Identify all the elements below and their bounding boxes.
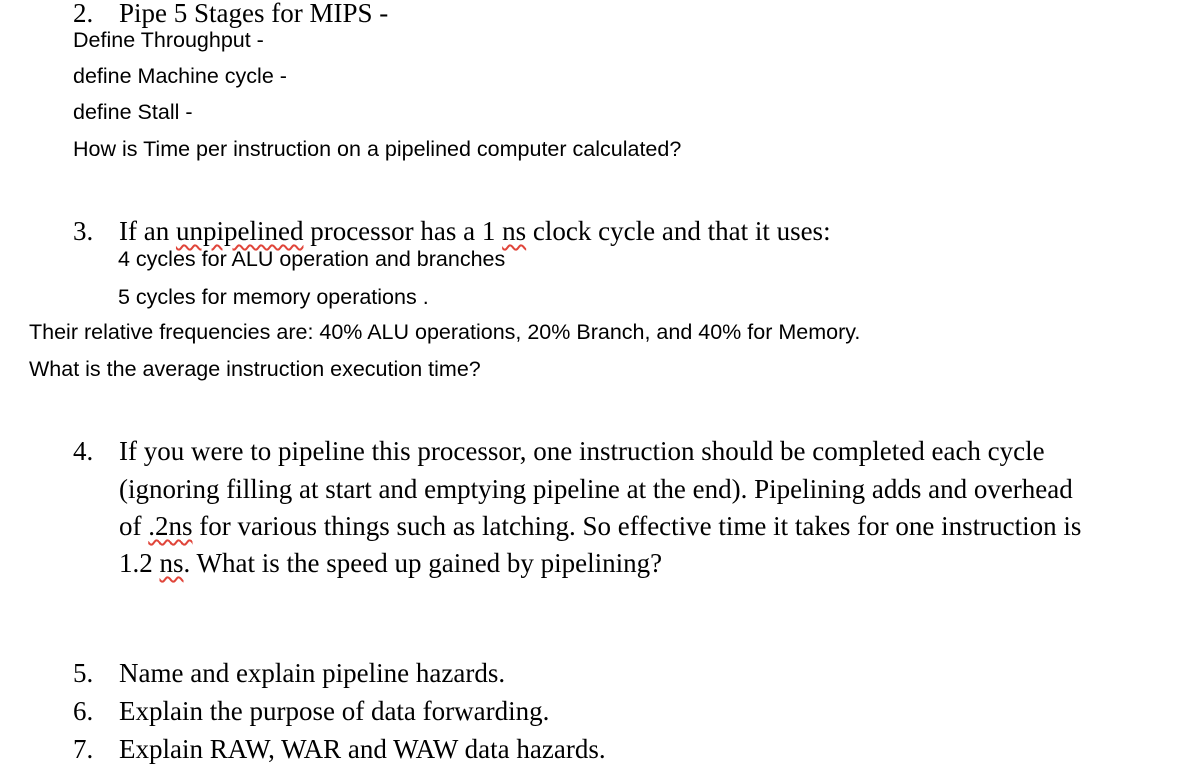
q2-title: Pipe 5 Stages for MIPS - bbox=[119, 0, 389, 28]
q7-item bbox=[73, 731, 606, 768]
q3-frequencies: Their relative frequencies are: 40% ALU operations, 20% Branch, and 40% for Memory. bbox=[29, 320, 861, 344]
q4-spellcheck-word-2ns: .2ns bbox=[148, 511, 193, 541]
q2-stall: define Stall - bbox=[73, 100, 193, 124]
q2-machine-cycle: define Machine cycle - bbox=[73, 64, 287, 88]
q2-time-per-instruction: How is Time per instruction on a pipelined computer calculated? bbox=[73, 137, 682, 161]
q5-item bbox=[73, 655, 505, 692]
q4-line-4 bbox=[119, 545, 662, 582]
q3-question: What is the average instruction execution time? bbox=[29, 357, 481, 381]
q3-intro-mid: processor has a 1 bbox=[303, 216, 503, 246]
q4-line-1 bbox=[73, 433, 1045, 470]
q6-item bbox=[73, 693, 549, 730]
q2-throughput: Define Throughput - bbox=[73, 28, 264, 52]
q3-intro-post: clock cycle and that it uses: bbox=[526, 216, 831, 246]
q5-number: 5. bbox=[73, 658, 94, 688]
q4-line-3 bbox=[119, 508, 1081, 545]
q5-text: Name and explain pipeline hazards. bbox=[119, 658, 506, 688]
q4-line4-pre: 1.2 bbox=[119, 548, 160, 578]
q4-line1-text: If you were to pipeline this processor, one instruction should be completed each cycle bbox=[119, 436, 1045, 466]
q3-spellcheck-word-unpipelined: unpipelined bbox=[175, 216, 304, 246]
q7-text: Explain RAW, WAR and WAW data hazards. bbox=[119, 734, 606, 764]
q7-number: 7. bbox=[73, 734, 94, 764]
q3-spellcheck-word-ns: ns bbox=[502, 216, 527, 246]
q3-number: 3. bbox=[73, 216, 94, 246]
q3-intro-pre: If an bbox=[119, 216, 176, 246]
q3-alu-cycles: 4 cycles for ALU operation and branches bbox=[118, 247, 506, 271]
q4-spellcheck-word-ns: ns bbox=[159, 548, 184, 578]
q2-number: 2. bbox=[73, 0, 94, 28]
q4-line4-post: . What is the speed up gained by pipelining? bbox=[183, 548, 663, 578]
q4-line3-pre: of bbox=[119, 511, 149, 541]
q4-line-2: (ignoring filling at start and emptying pipeline at the end). Pipelining adds and overhead bbox=[119, 474, 1073, 504]
q4-number: 4. bbox=[73, 436, 94, 466]
q3-memory-cycles: 5 cycles for memory operations . bbox=[118, 285, 429, 309]
q6-number: 6. bbox=[73, 696, 94, 726]
q4-line3-post: for various things such as latching. So effective time it takes for one instruction is bbox=[192, 511, 1082, 541]
q6-text: Explain the purpose of data forwarding. bbox=[119, 696, 550, 726]
